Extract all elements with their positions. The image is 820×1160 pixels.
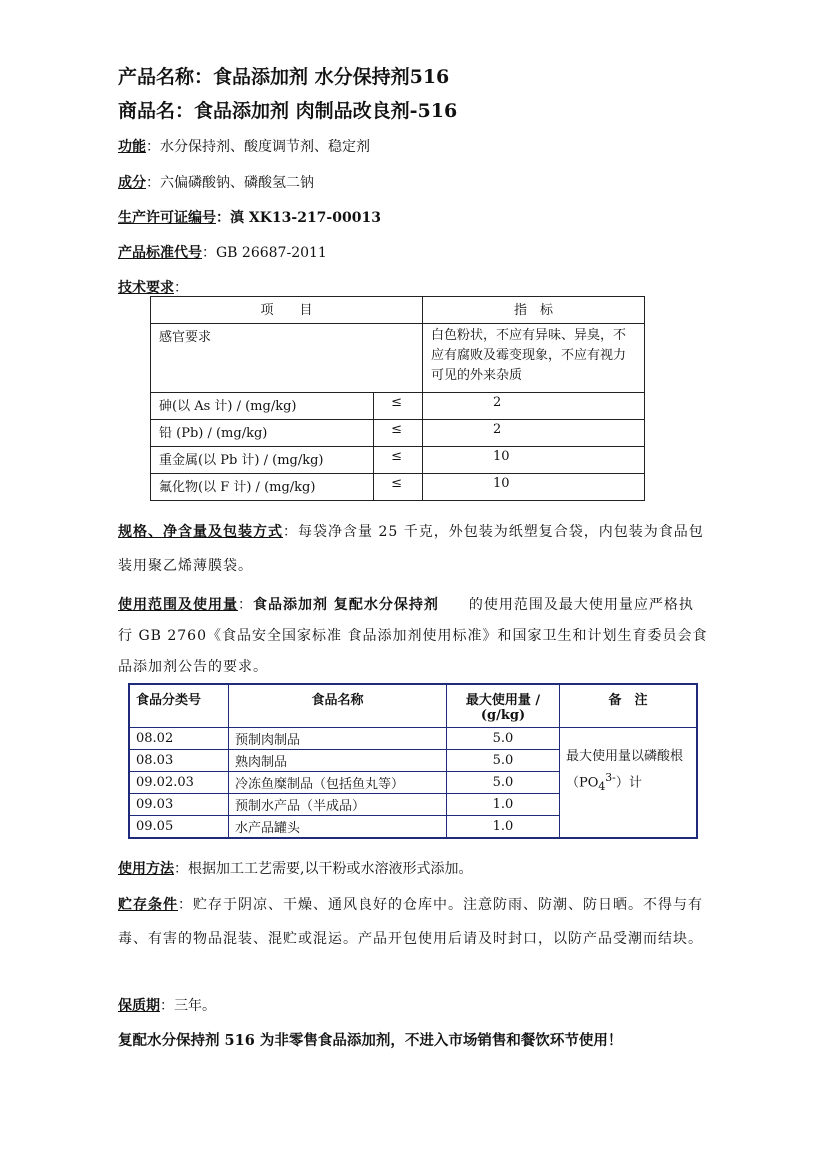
- packaging-value: ：每袋净含量 25 千克，外包装为纸塑复合袋，内包装为食品包装用聚乙烯薄膜袋。: [118, 524, 704, 574]
- tech-value: 2: [423, 420, 645, 447]
- tech-le: ≤: [373, 393, 422, 420]
- storage-value: ：贮存于阴凉、干燥、通风良好的仓库中。注意防雨、防潮、防日晒。不得与有毒、有害的物品混装、混贮或混运。产品开包使用后请及时封口，以防产品受潮而结块。: [118, 897, 703, 947]
- usage-name: 水产品罐头: [229, 816, 447, 839]
- usage-text: 的使用范围及最大使用量应严格执行 GB 2760《食品安全国家标准 食品添加剂使用标准》和国家卫生和计划生育委员会食品添加剂公告的要求。: [118, 597, 708, 675]
- table-row: [151, 420, 645, 447]
- license-line: [118, 207, 381, 227]
- sensory-value: 白色粉状，不应有异味、异臭，不应有腐败及霉变现象，不应有视力可见的外来杂质: [423, 324, 645, 393]
- packaging-paragraph: [118, 515, 708, 583]
- packaging-label: 规格、净含量及包装方式: [118, 524, 283, 540]
- usage-header-name: 食品名称: [229, 684, 447, 728]
- usage-label: 使用范围及使用量: [118, 597, 238, 613]
- usage-paragraph: [118, 590, 708, 683]
- tech-le: ≤: [373, 447, 422, 474]
- shelf-label: 保质期: [118, 998, 160, 1014]
- tech-sensory-row: [151, 324, 645, 393]
- sensory-item: 感官要求: [151, 324, 423, 393]
- usage-colon: ：: [238, 597, 253, 613]
- shelf-life-line: [118, 995, 216, 1015]
- tech-le: ≤: [373, 474, 422, 501]
- storage-label: 贮存条件: [118, 897, 178, 913]
- license-value: ：滇 XK13-217-00013: [216, 210, 381, 226]
- tech-value: 2: [423, 393, 645, 420]
- shelf-value: ：三年。: [160, 998, 216, 1014]
- storage-paragraph: [118, 888, 708, 956]
- function-value: ：水分保持剂、酸度调节剂、稳定剂: [146, 139, 370, 155]
- tech-requirements-table: [150, 296, 645, 501]
- composition-label: 成分: [118, 175, 146, 191]
- usage-header-note: 备 注: [560, 684, 698, 728]
- standard-value: ：GB 26687-2011: [202, 245, 327, 261]
- usage-table: [128, 683, 698, 839]
- product-name-title: 产品名称：食品添加剂 水分保持剂516: [118, 66, 450, 88]
- composition-line: [118, 172, 314, 192]
- usage-code: 09.05: [129, 816, 229, 839]
- table-row: [151, 447, 645, 474]
- usage-name: 预制水产品（半成品）: [229, 794, 447, 816]
- usage-max: 5.0: [447, 750, 560, 772]
- usage-code: 08.03: [129, 750, 229, 772]
- usage-note-sup: 3-: [605, 771, 616, 784]
- method-value: ：根据加工工艺需要,以干粉或水溶液形式添加。: [174, 861, 473, 877]
- tech-item: 重金属(以 Pb 计) / (mg/kg): [151, 447, 374, 474]
- usage-max: 1.0: [447, 794, 560, 816]
- tech-le: ≤: [373, 420, 422, 447]
- tech-item: 铅 (Pb) / (mg/kg): [151, 420, 374, 447]
- function-label: 功能: [118, 139, 146, 155]
- warning-line: 复配水分保持剂 516 为非零售食品添加剂，不进入市场销售和餐饮环节使用！: [118, 1032, 623, 1049]
- usage-code: 08.02: [129, 728, 229, 750]
- tech-value: 10: [423, 474, 645, 501]
- usage-name: 预制肉制品: [229, 728, 447, 750]
- usage-note-sub: 4: [598, 779, 606, 793]
- tech-item: 氟化物(以 F 计) / (mg/kg): [151, 474, 374, 501]
- usage-header-code: 食品分类号: [129, 684, 229, 728]
- usage-note: [560, 728, 698, 839]
- usage-header-row: [129, 684, 697, 728]
- usage-code: 09.03: [129, 794, 229, 816]
- usage-max: 1.0: [447, 816, 560, 839]
- tech-header-index: 指 标: [423, 297, 645, 324]
- standard-label: 产品标准代号: [118, 245, 202, 261]
- composition-value: ：六偏磷酸钠、磷酸氢二钠: [146, 175, 314, 191]
- function-line: [118, 136, 370, 156]
- usage-code: 09.02.03: [129, 772, 229, 794]
- tech-requirements-line: [118, 277, 188, 297]
- usage-header-max: 最大使用量 / (g/kg): [447, 684, 560, 728]
- tech-colon: ：: [174, 280, 188, 296]
- trade-name-title: 商品名：食品添加剂 肉制品改良剂-516: [118, 100, 458, 122]
- method-label: 使用方法: [118, 861, 174, 877]
- table-row: [129, 728, 697, 750]
- tech-item: 砷(以 As 计) / (mg/kg): [151, 393, 374, 420]
- table-row: [151, 474, 645, 501]
- usage-name: 熟肉制品: [229, 750, 447, 772]
- usage-max: 5.0: [447, 772, 560, 794]
- table-row: [151, 393, 645, 420]
- tech-value: 10: [423, 447, 645, 474]
- tech-label: 技术要求: [118, 280, 174, 296]
- method-line: [118, 858, 472, 878]
- usage-note-tail: ）计: [615, 775, 642, 791]
- tech-header-row: [151, 297, 645, 324]
- usage-product: 食品添加剂 复配水分保持剂: [253, 597, 439, 613]
- standard-line: [118, 242, 327, 262]
- usage-name: 冷冻鱼糜制品（包括鱼丸等）: [229, 772, 447, 794]
- usage-max: 5.0: [447, 728, 560, 750]
- license-label: 生产许可证编号: [118, 210, 216, 226]
- usage-note-main: 最大使用量以磷酸根（PO: [566, 749, 684, 791]
- tech-header-item: 项 目: [151, 297, 423, 324]
